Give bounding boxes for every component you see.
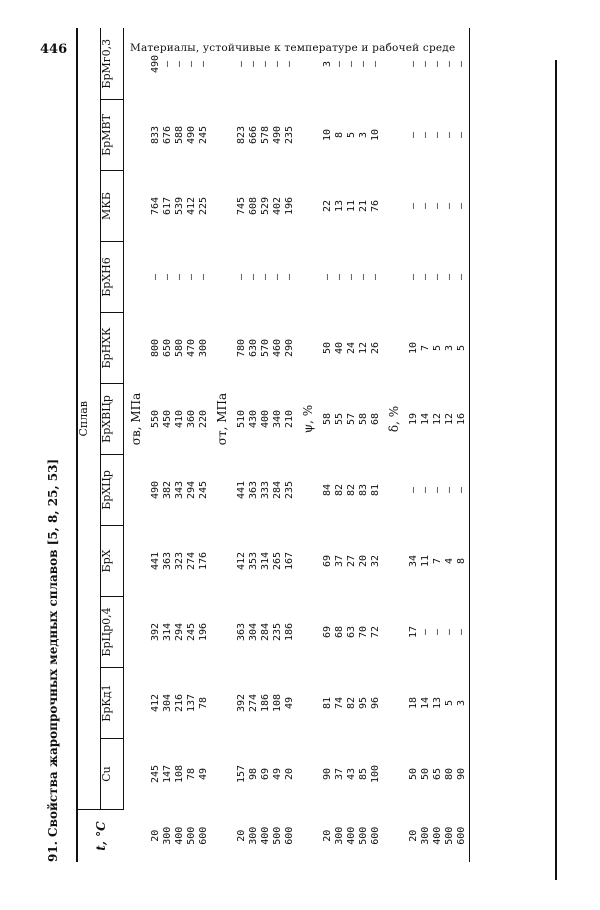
column-header-brcr04: БрЦр0,4 — [101, 597, 124, 668]
table-cell — [234, 668, 296, 739]
cell-text: — — — — — — [408, 273, 467, 281]
table-cell — [148, 29, 210, 100]
table-cell — [406, 597, 468, 668]
column-header-brhvcr: БрХВЦр — [101, 384, 124, 455]
cell-text: 363 304 284 235 186 — [236, 622, 295, 642]
cell-text: 412 353 314 265 167 — [236, 551, 295, 571]
table-cell — [234, 313, 296, 384]
table-cell — [234, 739, 296, 810]
table-cell — [320, 668, 382, 739]
cell-text: 823 666 578 490 235 — [236, 125, 295, 145]
table-cell — [320, 171, 382, 242]
cell-text: 441 363 323 274 176 — [150, 551, 209, 571]
column-header-brhn6: БрХН6 — [101, 242, 124, 313]
table-cell — [320, 384, 382, 455]
cell-text: 10 8 5 3 10 — [322, 128, 381, 142]
cell-text: 780 630 570 460 290 — [236, 338, 295, 358]
section-gap — [382, 810, 406, 863]
table-bottom-rule — [468, 29, 470, 863]
column-header-brnhk: БрНХК — [101, 313, 124, 384]
table-cell — [320, 739, 382, 810]
column-header-mkb: МКБ — [101, 171, 124, 242]
table-cell — [406, 455, 468, 526]
table-cell — [406, 171, 468, 242]
temperature-cell — [234, 810, 296, 863]
table-cell — [148, 171, 210, 242]
temperature-cell — [148, 810, 210, 863]
table-cell — [320, 526, 382, 597]
table-cell — [148, 597, 210, 668]
table-cell — [320, 242, 382, 313]
table-cell — [234, 242, 296, 313]
column-header-brh: БрХ — [101, 526, 124, 597]
cell-text: — — — — — — [408, 131, 467, 139]
table-cell — [406, 526, 468, 597]
table-cell — [406, 384, 468, 455]
column-header-brmg03: БрМг0,3 — [101, 29, 124, 100]
table-cell — [148, 313, 210, 384]
table-cell — [148, 100, 210, 171]
cell-text: 800 650 580 470 300 — [150, 338, 209, 358]
cell-text: 81 74 82 95 96 — [322, 696, 381, 710]
temperature-cell — [320, 810, 382, 863]
cell-text: 245 147 108 78 49 — [150, 764, 209, 784]
cell-text: 392 314 294 245 196 — [150, 622, 209, 642]
section-label: ψ, % — [301, 404, 315, 434]
cell-text: — — — — — — [408, 60, 467, 68]
running-title: Материалы, устойчивые к температуре и рабочей среде — [130, 42, 456, 54]
rotated-table-block — [46, 22, 558, 862]
cell-text: 69 37 27 20 32 — [322, 554, 381, 568]
table-cell — [406, 29, 468, 100]
cell-text: 510 430 400 340 210 — [236, 409, 295, 429]
page-number: 446 — [40, 42, 68, 57]
temperature-header: t, °C — [77, 810, 124, 863]
cell-text: 157 98 69 49 20 — [236, 764, 295, 784]
table-cell — [320, 100, 382, 171]
table-caption: 91. Свойства жаропрочных медных сплавов [5, 8, 25, 53] — [46, 458, 60, 862]
table-cell — [234, 384, 296, 455]
cell-text: 34 11 7 4 8 — [408, 554, 467, 568]
cell-text: 20 300 400 500 600 — [150, 826, 209, 845]
table-cell — [406, 668, 468, 739]
table-cell — [234, 171, 296, 242]
cell-text: — — — — — — [322, 273, 381, 281]
table-cell — [234, 526, 296, 597]
column-header-brkd1: БрКд1 — [101, 668, 124, 739]
cell-text: 764 617 539 412 225 — [150, 196, 209, 216]
cell-text: — — — — — — [236, 273, 295, 281]
section-label: δ, % — [387, 405, 401, 433]
cell-text: 69 68 63 70 72 — [322, 625, 381, 639]
table-cell — [148, 668, 210, 739]
cell-text: — — — — — — [408, 486, 467, 494]
table-cell — [406, 100, 468, 171]
cell-text: 20 300 400 500 600 — [408, 826, 467, 845]
cell-text: 833 676 588 490 245 — [150, 125, 209, 145]
column-header-cu: Cu — [101, 739, 124, 810]
section-gap — [296, 810, 320, 863]
cell-text: 490 382 343 294 245 — [150, 480, 209, 500]
cell-text: 3 — — — — — [322, 60, 381, 68]
cell-text: — — — — — — [408, 202, 467, 210]
table-cell — [320, 597, 382, 668]
cell-text: 58 55 57 58 68 — [322, 412, 381, 426]
cell-text: 19 14 12 12 16 — [408, 412, 467, 426]
cell-text: 90 37 43 85 100 — [322, 764, 381, 784]
properties-table — [76, 29, 470, 863]
section-label: σт, МПа — [215, 392, 229, 446]
table-cell — [406, 242, 468, 313]
cell-text: 20 300 400 500 600 — [236, 826, 295, 845]
cell-text: 22 13 11 21 76 — [322, 199, 381, 213]
table-cell — [234, 100, 296, 171]
cell-text: 550 450 410 360 220 — [150, 409, 209, 429]
table-cell — [320, 313, 382, 384]
column-header-brhcr: БрХЦр — [101, 455, 124, 526]
cell-text: — — — — — — [150, 273, 209, 281]
cell-text: 20 300 400 500 600 — [322, 826, 381, 845]
temperature-cell — [406, 810, 468, 863]
cell-text: 392 274 186 108 49 — [236, 693, 295, 713]
cell-text: 490 — — — — — [150, 54, 209, 74]
section-gap — [210, 810, 234, 863]
table-cell — [234, 29, 296, 100]
cell-text: 10 7 5 3 5 — [408, 341, 467, 355]
cell-text: 17 — — — — — [408, 625, 467, 639]
cell-text: 441 363 333 284 235 — [236, 480, 295, 500]
section-gap — [124, 810, 149, 863]
table-cell — [148, 526, 210, 597]
column-header-brmvt: БрМВТ — [101, 100, 124, 171]
alloy-group-header: Сплав — [77, 29, 101, 810]
table-cell — [406, 313, 468, 384]
table-cell — [148, 455, 210, 526]
table-cell — [320, 455, 382, 526]
cell-text: — — — — — — [236, 60, 295, 68]
cell-text: 84 82 82 83 81 — [322, 483, 381, 497]
cell-text: 50 50 65 80 90 — [408, 767, 467, 781]
table-cell — [148, 739, 210, 810]
cell-text: 745 608 529 402 196 — [236, 196, 295, 216]
table-cell — [234, 597, 296, 668]
table-cell — [406, 739, 468, 810]
section-label: σв, МПа — [129, 392, 143, 446]
table-cell — [148, 242, 210, 313]
table-cell — [148, 384, 210, 455]
table-cell — [320, 29, 382, 100]
cell-text: 412 304 216 137 78 — [150, 693, 209, 713]
cell-text: 50 40 24 12 26 — [322, 341, 381, 355]
table-cell — [234, 455, 296, 526]
cell-text: 18 14 13 5 3 — [408, 696, 467, 710]
